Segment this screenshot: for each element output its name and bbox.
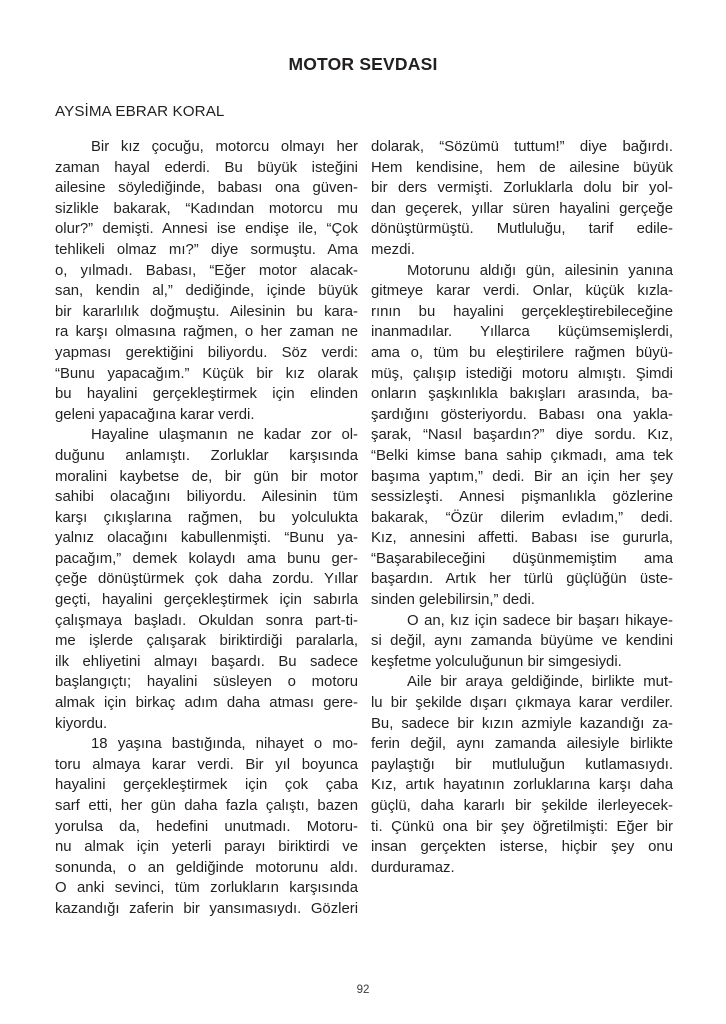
right-column — [371, 137, 673, 878]
text-line: Bu, sadece bir kızın azmiyle kazandığı za- — [371, 715, 673, 732]
text-line: sarf etti, her gün daha fazla çalıştı, bazen — [55, 798, 358, 814]
text-line: O an, kız için sadece bir başarı hikaye- — [407, 612, 673, 629]
text-line: moralini kaybetse de, bir gün bir motor — [55, 468, 358, 485]
page-number: 92 — [356, 984, 370, 996]
text-line: başlangıçtı; hayalini süsleyen o motoru — [55, 674, 358, 691]
paragraph — [371, 137, 673, 261]
text-line: rının bu hayalini gerçekleştirebileceğine — [371, 303, 673, 320]
text-line: pacağım,” demek kolaydı ama bunu ger- — [55, 550, 358, 567]
paragraph — [55, 137, 358, 425]
author-name: AYSİMA EBRAR KORAL — [55, 103, 225, 120]
text-line: dönüştürmüştü. Mutluluğu, tarif edile- — [371, 221, 673, 238]
text-line: sessizleşti. Annesi pişmanlıkla gözlerine — [371, 489, 673, 506]
text-line: bir ders vermişti. Zorluklarla dolu bir yol- — [371, 180, 673, 197]
text-line: bir kararlılık doğmuştu. Ailesinin bu kara- — [55, 303, 358, 320]
text-line: yalnız olacağını kabullenmişti. “Bunu ya- — [55, 530, 358, 547]
text-line: o, yılmadı. Babası, “Eğer motor alacak- — [55, 262, 358, 279]
paragraph — [371, 611, 673, 673]
text-line: dolarak, “Sözümü tuttum!” diye bağırdı. — [371, 139, 673, 155]
text-line: zaman hayal ederdi. Bu büyük isteğini — [55, 159, 358, 176]
text-line: Bir kız çocuğu, motorcu olmayı her — [91, 139, 358, 155]
story-title: MOTOR SEVDASI — [288, 54, 438, 74]
text-line: hayalini gerçekleştirmek için çok çaba — [55, 777, 358, 794]
text-line: çeğe dönüştürmek çok daha zordu. Yıllar — [55, 571, 358, 588]
text-line: gitmeye karar verdi. Onlar, küçük kızla- — [371, 283, 673, 300]
text-line: olur?” demişti. Annesi ise endişe ile, “Çok — [55, 221, 358, 238]
text-line: me işlerde çalışarak biriktirdiği paralarla, — [55, 633, 358, 650]
text-line: onların şaşkınlıkla bakışları arasında, ba- — [371, 386, 673, 403]
paragraph — [371, 261, 673, 611]
text-line: ama o, tüm bu eleştirilere rağmen büyü- — [371, 344, 673, 361]
text-line: durduramaz. — [371, 859, 455, 876]
text-line: 18 yaşına bastığında, nihayet o mo- — [91, 736, 358, 753]
text-line: Aile bir araya geldiğinde, birlikte mut- — [407, 674, 673, 691]
text-line: inanmadılar. Yıllarca küçümsemişlerdi, — [371, 324, 673, 341]
text-line: tehlikeli olmaz mı?” diye sormuştu. Ama — [55, 241, 358, 258]
text-line: yorulsa da, hedefini unutmadı. Motoru- — [55, 818, 358, 835]
text-line: “Belki kimse bana sahip çıkmadı, ama tek — [371, 447, 673, 464]
text-line: bakarak, “Özür dilerim evladım,” dedi. — [371, 509, 673, 526]
text-line: çalışmaya başladı. Okuldan sonra part-ti- — [55, 612, 358, 629]
text-line: geçti, hayalini gerçekleştirmek için sabırla — [55, 592, 358, 609]
text-line: nu almak için yeterli parayı biriktirdi ve — [55, 839, 358, 856]
text-line: şardığını gösteriyordu. Babası ona yakla- — [371, 406, 673, 423]
text-line: güçlü, daha kararlı bir şekilde ilerleyecek- — [371, 798, 673, 814]
text-line: mezdi. — [371, 241, 415, 258]
text-line: paylaştığı bir mutluluğun kutlamasıydı. — [371, 756, 673, 773]
text-line: dan geçerek, yıllar süren hayalini gerçeğe — [371, 200, 673, 217]
text-line: lu bir şekilde dışarı çıkmaya karar verdiler. — [371, 695, 673, 712]
text-line: müş, çalışıp istediği motoru almıştı. Şimdi — [371, 365, 673, 382]
text-line: başıma yaptım,” dedi. Bir an için her şey — [371, 468, 673, 485]
left-column — [55, 137, 358, 920]
text-line: kiyordu. — [55, 715, 108, 732]
text-line: başardın. Artık her türlü güçlüğün üste- — [371, 571, 673, 588]
text-line: yapması gerektiğini biliyordu. Söz verdi: — [55, 344, 358, 361]
text-line: Kız, annesini affetti. Babası ise gururla, — [371, 530, 673, 547]
text-line: sahibi olacağını biliyordu. Ailesinin tüm — [55, 489, 358, 506]
text-line: sonunda, o an geldiğinde motorunu aldı. — [55, 859, 358, 876]
text-line: toru almaya karar verdi. Bir yıl boyunca — [55, 756, 358, 773]
text-line: karşı çıkışlarına rağmen, bu yolculukta — [55, 509, 358, 526]
text-line: ailesine söylediğinde, babası ona güven- — [55, 180, 358, 197]
text-line: ti. Çünkü ona bir şey öğretilmişti: Eğer bir — [371, 818, 673, 835]
text-line: sizlikle bakarak, “Kadından motorcu mu — [55, 200, 358, 217]
text-line: ra karşı olmasına rağmen, o her zaman ne — [55, 324, 358, 341]
text-line: O anki sevinci, tüm zorlukların karşısında — [55, 880, 358, 897]
paragraph — [55, 734, 358, 919]
text-line: kazandığı zaferin bir yansımasıydı. Gözleri — [55, 900, 358, 917]
text-line: geleni yapacağına karar verdi. — [55, 406, 255, 423]
text-line: ilk ehliyetini almayı başardı. Bu sadece — [55, 653, 358, 670]
text-line: bu hayalini gerçekleştirmek için elinden — [55, 386, 358, 403]
text-line: insan gerçekten isterse, hiçbir şey onu — [371, 839, 673, 856]
text-line: san, kendin al,” dediğinde, içinde büyük — [55, 283, 358, 300]
text-line: şarak, “Nasıl başardın?” diye sordu. Kız, — [371, 427, 673, 444]
text-line: “Başarabileceğini düşünmemiştim ama — [371, 550, 673, 567]
text-line: sinden gelebilirsin,” dedi. — [371, 592, 535, 609]
paragraph — [55, 425, 358, 734]
text-line: “Bunu yapacağım.” Küçük bir kız olarak — [55, 365, 358, 382]
text-line: ferin değil, aynı zamanda ailesiyle birlikte — [371, 736, 673, 753]
text-line: Hem kendisine, hem de ailesine büyük — [371, 159, 673, 176]
text-line: si değil, aynı zamanda büyüme ve kendini — [371, 633, 673, 650]
text-line: keşfetme yolculuğunun bir simgesiydi. — [371, 653, 622, 670]
paragraph — [371, 672, 673, 878]
text-line: duğunu anlamıştı. Zorluklar karşısında — [55, 447, 358, 464]
text-line: Hayaline ulaşmanın ne kadar zor ol- — [91, 427, 358, 444]
text-line: almak için birkaç adım daha atması gere- — [55, 695, 358, 712]
text-line: Motorunu aldığı gün, ailesinin yanına — [407, 262, 673, 279]
text-line: Kız, artık hayatının zorluklarına karşı daha — [371, 777, 673, 794]
